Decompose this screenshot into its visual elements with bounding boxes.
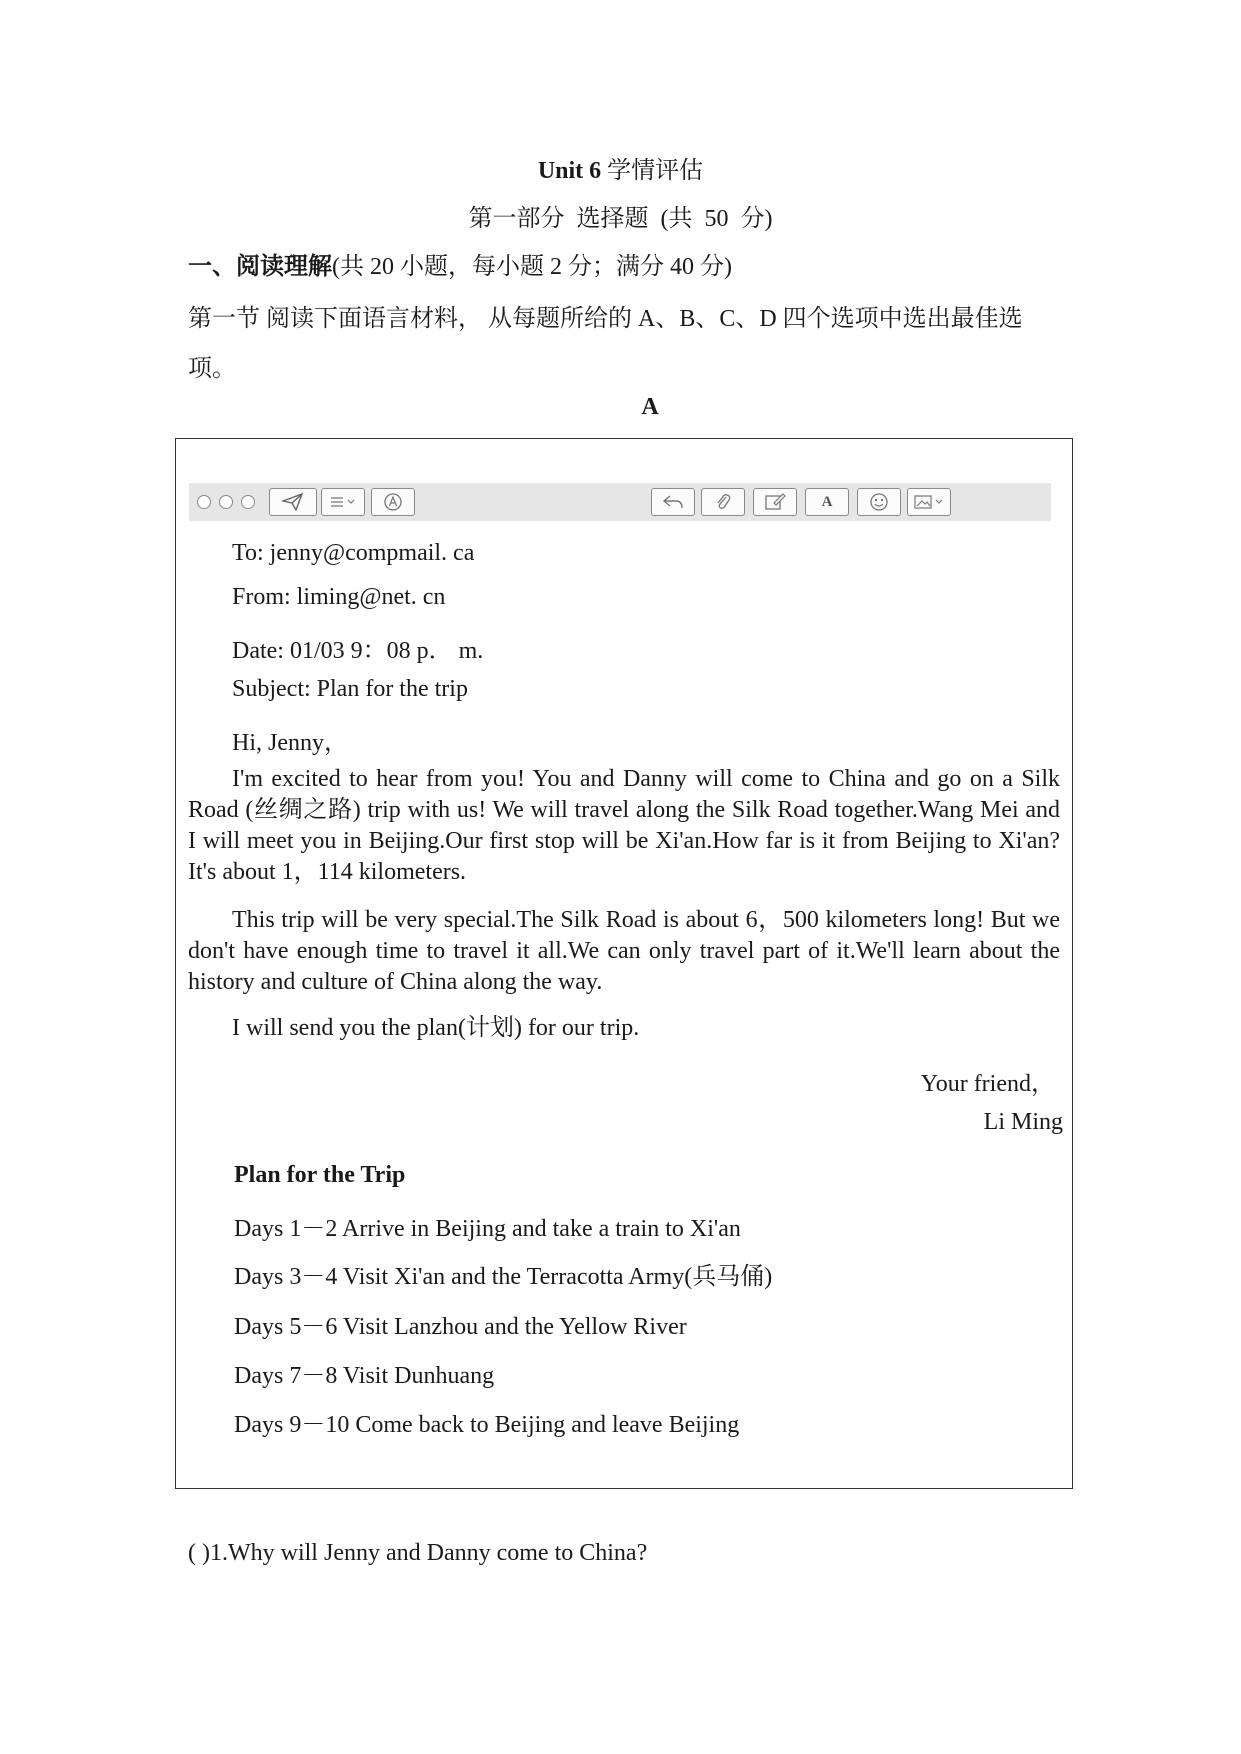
plan-item: Days 5－6 Visit Lanzhou and the Yellow River (234, 1314, 687, 1340)
email-signature: Li Ming (983, 1109, 1063, 1135)
emoji-icon[interactable] (857, 488, 901, 516)
list-icon[interactable] (321, 488, 365, 516)
email-closing: Your friend， (920, 1071, 1055, 1097)
plan-title: Plan for the Trip (234, 1162, 406, 1188)
section-heading-bold: 一、阅读理解 (188, 254, 332, 280)
email-toolbar (189, 483, 1051, 521)
plan-item: Days 3－4 Visit Xi'an and the Terracotta Army(兵马俑) (234, 1264, 773, 1290)
window-dot-zoom[interactable] (241, 495, 255, 509)
email-paragraph-3: I will send you the plan(计划) for our trip. (232, 1015, 640, 1041)
email-paragraph-1: I'm excited to hear from you! You and Danny will come to China and go on a Silk Road (丝绸之路) trip with us! We will travel along the Silk Road together.Wang Mei and I will meet you in Beijing.Our first stop will be Xi'an.How far is it from Beijing to Xi'an? It's about 1，114 kilometers. (188, 766, 1060, 885)
question-1: ( )1.Why will Jenny and Danny come to China? (188, 1540, 648, 1566)
window-dot-close[interactable] (197, 495, 211, 509)
email-greeting: Hi, Jenny， (232, 730, 348, 756)
image-icon[interactable] (907, 488, 951, 516)
section-heading (188, 246, 732, 281)
plan-item: Days 1－2 Arrive in Beijing and take a train to Xi'an (234, 1216, 741, 1242)
reply-icon[interactable] (651, 488, 695, 516)
plan-item: Days 9－10 Come back to Beijing and leave Beijing (234, 1412, 740, 1438)
email-subject: Subject: Plan for the trip (232, 676, 468, 702)
text-style-icon[interactable] (371, 488, 415, 516)
title-rest: 学情评估 (601, 158, 704, 184)
font-icon[interactable] (805, 488, 849, 516)
section-heading-rest: (共 20 小题，每小题 2 分；满分 40 分) (332, 254, 732, 280)
edit-icon[interactable] (753, 488, 797, 516)
send-icon[interactable] (269, 488, 317, 516)
instruction-text: 第一节 阅读下面语言材料， 从每题所给的 A、B、C、D 四个选项中选出最佳选项。 (188, 306, 1023, 382)
email-date: Date: 01/03 9：08 p． m. (232, 638, 484, 664)
part-heading: 第一部分 选择题 (共 50 分) (468, 206, 773, 232)
email-from: From: liming@net. cn (232, 584, 446, 610)
email-paragraph-2: This trip will be very special.The Silk Road is about 6，500 kilometers long! But we don't have enough time to travel it all.We can only travel part of it.We'll learn about the history and culture of China along the way. (188, 907, 1060, 995)
title-unit: Unit 6 (537, 158, 602, 184)
email-to: To: jenny@compmail. ca (232, 540, 475, 566)
passage-label: A (641, 394, 659, 420)
font-icon-glyph: A (821, 493, 833, 510)
window-dot-minimize[interactable] (219, 495, 233, 509)
plan-item: Days 7－8 Visit Dunhuang (234, 1363, 495, 1389)
attach-icon[interactable] (701, 488, 745, 516)
page-title (0, 150, 1241, 185)
